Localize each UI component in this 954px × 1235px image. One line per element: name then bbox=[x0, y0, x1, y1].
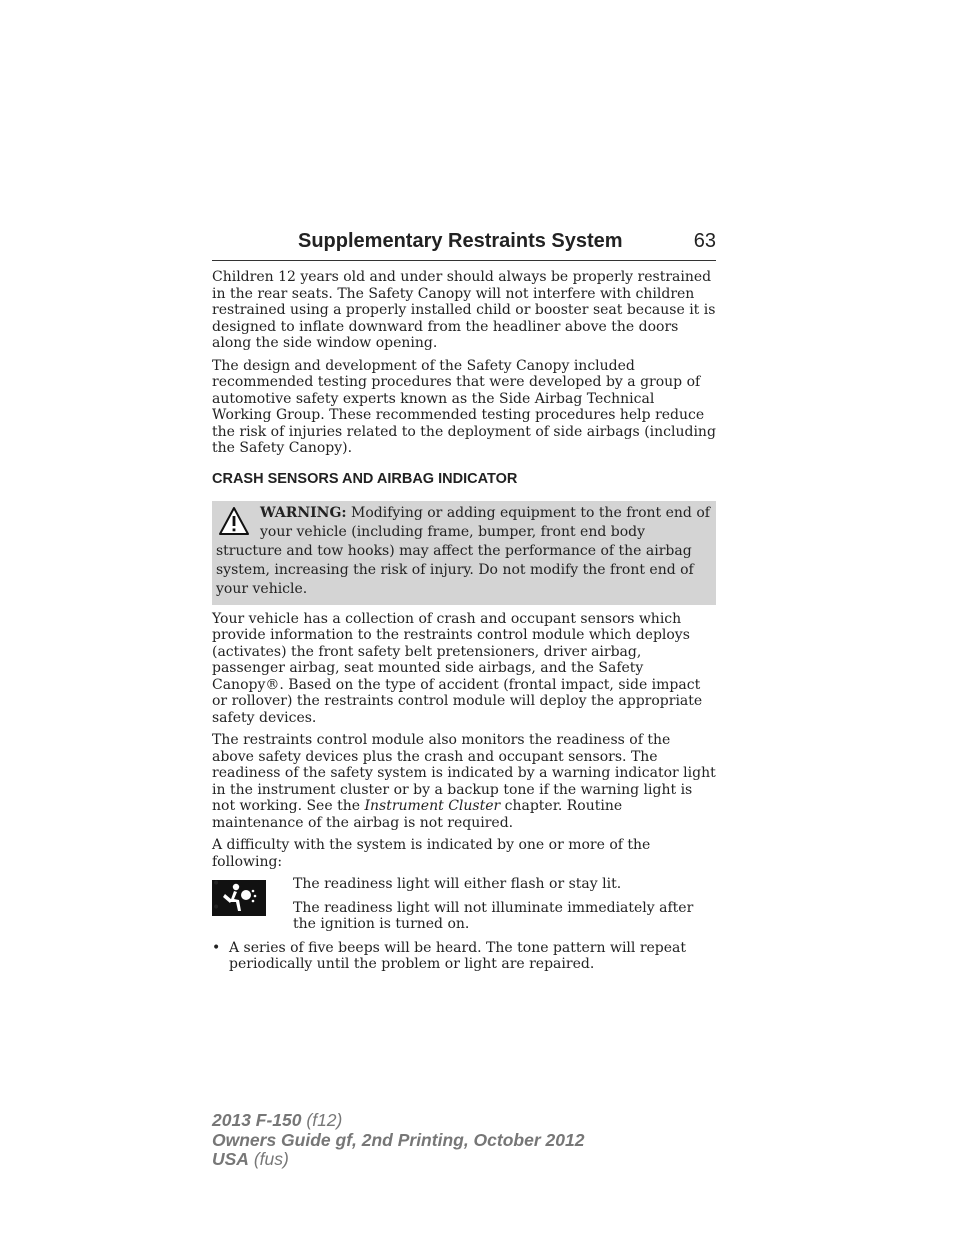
paragraph-readiness: The restraints control module also monitors the readiness of the above safety devices plus the crash and occupant sensors. The readiness of the safety system is indicated by a warning indicator light in the instrument cluster or by a backup tone if the warning light is not working. See the Instrument Cluster chapter. Routine maintenance of the airbag is not required. bbox=[212, 732, 716, 831]
paragraph-difficulty-intro: A difficulty with the system is indicated by one or more of the following: bbox=[212, 837, 651, 870]
bullet-list-tone bbox=[212, 940, 716, 973]
footer-region-line: USA (fus) bbox=[212, 1149, 289, 1169]
footer-model-line: 2013 F-150 (f12) bbox=[212, 1110, 343, 1130]
instrument-cluster-reference: Instrument Cluster bbox=[364, 798, 501, 814]
warning-text bbox=[216, 504, 710, 599]
bullet-glyph: • bbox=[212, 876, 221, 892]
list-item: • A series of five beeps will be heard. The tone pattern will repeat periodically until the problem or light are repaired. bbox=[212, 939, 687, 972]
section-heading: CRASH SENSORS AND AIRBAG INDICATOR bbox=[212, 470, 518, 487]
bullet-glyph: • bbox=[212, 939, 221, 956]
bullet-list-indicator bbox=[212, 876, 716, 933]
footer-guide-line: Owners Guide gf, 2nd Printing, October 2012 bbox=[212, 1129, 585, 1150]
paragraph-design-development: The design and development of the Safety Canopy included recommended testing procedures that were developed by a group of automotive safety experts known as the Side Airbag Technical Working Group. These recommended testing procedures help reduce the risk of injuries related to the deployment of side airbags (including the Safety Canopy). bbox=[212, 357, 716, 456]
list-item: • The readiness light will not illuminate immediately after the ignition is turned on. bbox=[212, 899, 694, 932]
page-number: 63 bbox=[693, 230, 716, 252]
paragraph-crash-sensors: Your vehicle has a collection of crash and occupant sensors which provide information to the restraints control module which deploys (activates) the front safety belt pretensioners, driver airbag, passenger airbag, seat mounted side airbags, and the Safety Canopy®. Based on the type of accident (frontal impact, side impact or rollover) the restraints control module will deploy the appropriate safety devices. bbox=[212, 610, 703, 726]
bullet-glyph: • bbox=[212, 899, 221, 916]
bullet-group-with-icon bbox=[212, 876, 716, 933]
warning-label: WARNING: bbox=[260, 504, 347, 521]
warning-triangle-icon bbox=[218, 506, 250, 536]
page-footer bbox=[212, 1111, 584, 1170]
warning-body: Modifying or adding equipment to the front end of your vehicle (including frame, bumper, front end body structure and tow hooks) may affect the performance of the airbag system, increasing the risk of injury. Do not modify the front end of your vehicle. bbox=[216, 504, 710, 597]
page-title: Supplementary Restraints System bbox=[298, 230, 623, 252]
page-content bbox=[212, 228, 716, 980]
warning-box bbox=[212, 501, 716, 605]
paragraph-children-safety-canopy: Children 12 years old and under should always be properly restrained in the rear seats. The Safety Canopy will not interfere with children restrained using a properly installed child or booster seat because it is designed to inflate downward from the headliner above the doors along the side window opening. bbox=[212, 269, 716, 351]
page-header bbox=[212, 228, 716, 261]
list-item: • The readiness light will either flash or stay lit. bbox=[212, 876, 622, 892]
